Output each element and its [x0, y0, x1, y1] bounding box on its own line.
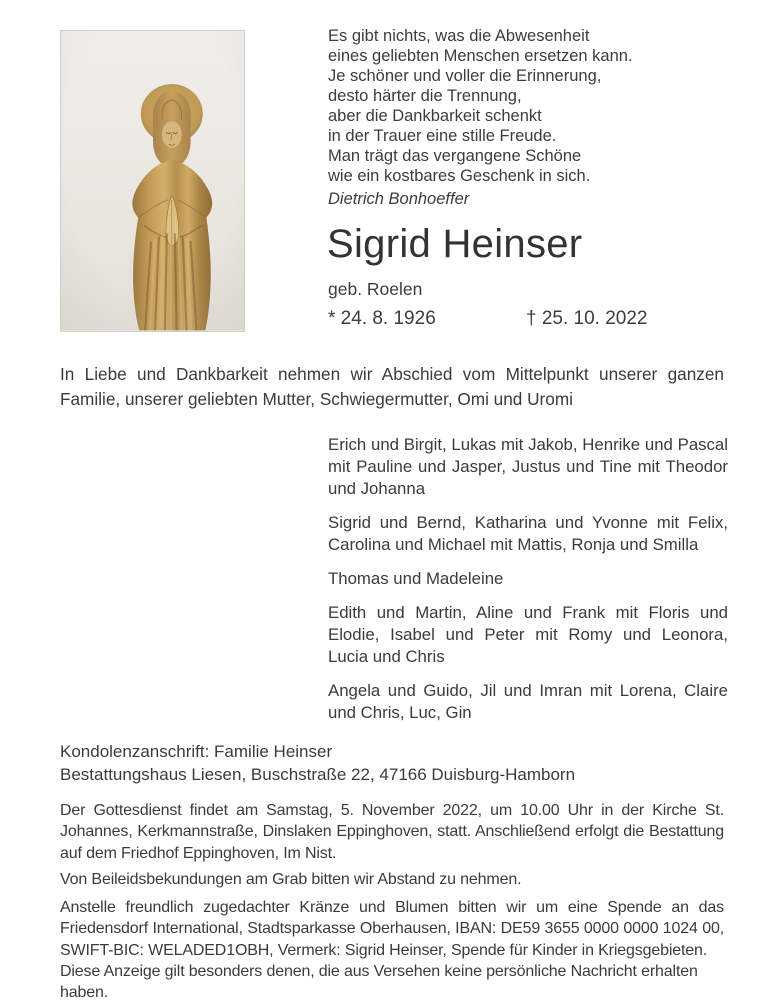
dates-row — [328, 308, 648, 330]
condolence-address-line2: Bestattungshaus Liesen, Buschstraße 22, 47166 Duisburg-Hamborn — [60, 764, 576, 784]
quote-line: in der Trauer eine stille Freude. — [328, 127, 557, 145]
quote-block — [328, 26, 732, 209]
quote-line: Man trägt das vergangene Schöne — [328, 147, 582, 165]
quote-line: wie ein kostbares Geschenk in sich. — [328, 167, 591, 185]
condolence-address-line1: Kondolenzanschrift: Familie Heinser — [60, 742, 333, 761]
quote-line: aber die Dankbarkeit schenkt — [328, 107, 542, 125]
death-date: † 25. 10. 2022 — [526, 308, 648, 329]
family-list — [328, 434, 728, 736]
condolence-address — [60, 741, 724, 786]
quote-line: Je schöner und voller die Erinnerung, — [328, 67, 602, 85]
intro-paragraph: In Liebe und Dankbarkeit nehmen wir Abschied vom Mittelpunkt unserer ganzen Familie, unserer geliebten Mutter, Schwiegermutter, Omi und Uromi — [60, 364, 724, 409]
madonna-statue-illustration — [61, 31, 244, 331]
family-entry: Erich und Birgit, Lukas mit Jakob, Henrike und Pascal mit Pauline und Jasper, Justus und Tine mit Theodor und Johanna — [328, 435, 728, 498]
family-entry: Thomas und Madeleine — [328, 569, 504, 588]
quote-line: desto härter die Trennung, — [328, 87, 522, 105]
quote-attribution: Dietrich Bonhoeffer — [328, 190, 470, 208]
donation-notice: Anstelle freundlich zugedachter Kränze und Blumen bitten wir um eine Spende an das Friedensdorf International, Stadtsparkasse Oberhausen, IBAN: DE59 3655 0000 0000 1024 00, SWIFT-BIC: WELADED1OBH, Vermerk: Sigrid Heinser, Spende für Kinder in Kriegsgebieten. — [60, 899, 724, 959]
family-entry: Sigrid und Bernd, Katharina und Yvonne mit Felix, Carolina und Michael mit Mattis, Ronja und Smilla — [328, 513, 728, 554]
statue-photo — [60, 30, 245, 332]
quote-line: Es gibt nichts, was die Abwesenheit — [328, 27, 590, 45]
quote-line: eines geliebten Menschen ersetzen kann. — [328, 47, 633, 65]
deceased-name: Sigrid Heinser — [327, 222, 583, 266]
family-entry: Angela und Guido, Jil und Imran mit Lorena, Claire und Chris, Luc, Gin — [328, 681, 728, 722]
closing-notice: Diese Anzeige gilt besonders denen, die aus Versehen keine persönliche Nachricht erhalten haben. — [60, 963, 698, 1000]
birth-date: * 24. 8. 1926 — [328, 308, 436, 329]
grave-notice: Von Beileidsbekundungen am Grab bitten wir Abstand zu nehmen. — [60, 871, 522, 888]
maiden-name: geb. Roelen — [328, 279, 423, 299]
family-entry: Edith und Martin, Aline und Frank mit Floris und Elodie, Isabel und Peter mit Romy und Leonora, Lucia und Chris — [328, 603, 728, 666]
service-notice: Der Gottesdienst findet am Samstag, 5. November 2022, um 10.00 Uhr in der Kirche St. Johannes, Kerkmannstraße, Dinslaken Eppinghoven, statt. Anschließend erfolgt die Bestattung auf dem Friedhof Eppinghoven, Im Nist. — [60, 802, 724, 862]
